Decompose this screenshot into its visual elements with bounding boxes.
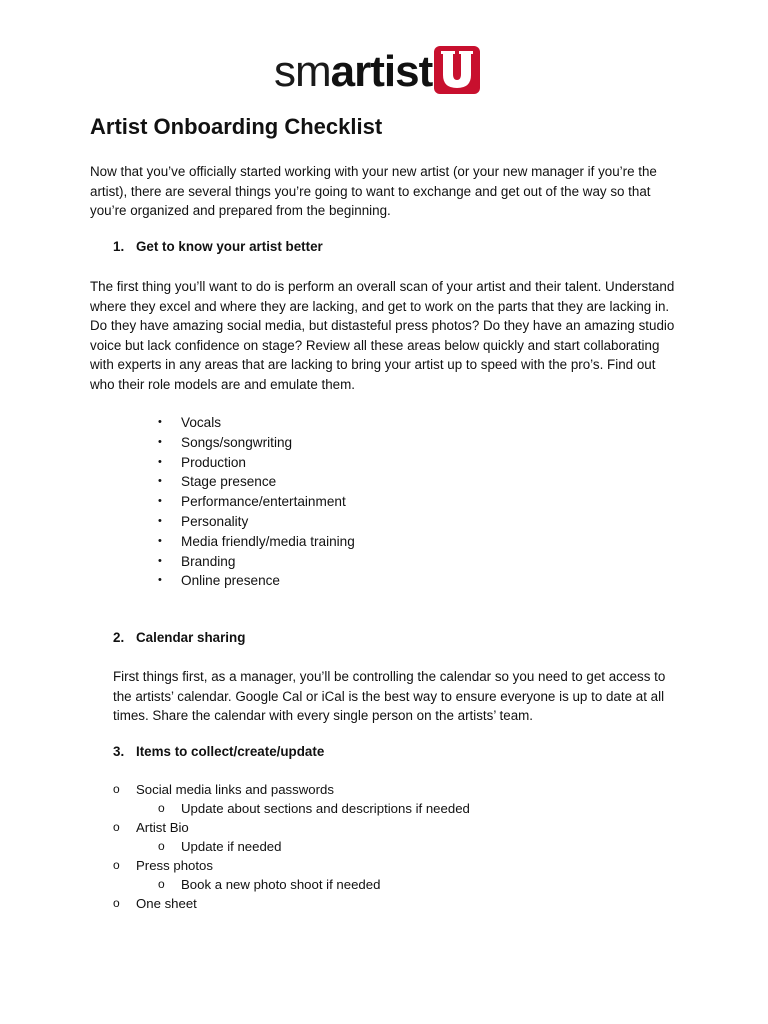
bullet-icon: • bbox=[158, 534, 162, 547]
circle-bullet-icon: o bbox=[113, 782, 120, 796]
section-3-heading bbox=[113, 742, 324, 761]
list-item: • Media friendly/media training bbox=[158, 532, 355, 552]
section-number: 2. bbox=[113, 630, 125, 645]
smartistu-logo bbox=[274, 44, 480, 94]
list-item: • Performance/entertainment bbox=[158, 492, 355, 512]
items-checklist bbox=[113, 780, 470, 913]
list-item: o Press photos bbox=[113, 858, 213, 873]
section-2-heading bbox=[113, 628, 245, 647]
section-1-heading bbox=[113, 237, 323, 256]
section-2-body: First things first, as a manager, you’ll be controlling the calendar so you need to get access to the artists’ calendar. Google Cal or iCal is the best way to ensure everyone is up to date at all times. Share the calendar with every single person on the artists’ team. bbox=[113, 669, 666, 723]
bullet-icon: • bbox=[158, 416, 162, 428]
section-title: Items to collect/create/update bbox=[136, 744, 325, 759]
bullet-icon: • bbox=[158, 554, 162, 567]
circle-bullet-icon: o bbox=[158, 877, 165, 891]
list-item: • Online presence bbox=[158, 571, 355, 591]
skills-bullet-list bbox=[158, 413, 355, 591]
section-title: Calendar sharing bbox=[136, 630, 246, 645]
bullet-icon: • bbox=[158, 475, 162, 488]
bullet-icon: • bbox=[158, 495, 162, 508]
section-number: 1. bbox=[113, 239, 125, 254]
section-1-body: The first thing you’ll want to do is perform an overall scan of your artist and their talent. Understand where they excel and where they are lacking, and get to work on the parts that they are lacking in. Do they have amazing social media, but distasteful press photos? Do they have an amazing studio voice but lack confidence on stage? Review all these areas below quickly and start collaborating with experts in any areas that are lacking to bring your artist up to speed with the pro’s. Find out who their role models are and emulate them. bbox=[90, 279, 675, 392]
bullet-icon: • bbox=[158, 574, 162, 587]
intro-paragraph: Now that you’ve officially started working with your new artist (or your new manager if you’re the artist), there are several things you’re going to want to exchange and get out of the way so that you’re organized and prepared from the beginning. bbox=[90, 164, 657, 218]
bullet-icon: • bbox=[158, 514, 162, 527]
sub-list-item: o Book a new photo shoot if needed bbox=[158, 877, 381, 892]
logo-text-bold: artist bbox=[330, 47, 433, 96]
logo-u-badge-icon bbox=[434, 46, 480, 94]
page-title: Artist Onboarding Checklist bbox=[90, 114, 383, 139]
section-title: Get to know your artist better bbox=[136, 239, 323, 254]
circle-bullet-icon: o bbox=[113, 896, 120, 910]
circle-bullet-icon: o bbox=[158, 801, 165, 815]
circle-bullet-icon: o bbox=[113, 858, 120, 872]
sub-list-item: o Update about sections and descriptions if needed bbox=[158, 801, 470, 816]
circle-bullet-icon: o bbox=[113, 820, 120, 834]
list-item: • Vocals bbox=[158, 413, 355, 433]
list-item: o Artist Bio bbox=[113, 820, 189, 835]
circle-bullet-icon: o bbox=[158, 839, 165, 853]
list-item: • Stage presence bbox=[158, 472, 355, 492]
logo-text-light: sm bbox=[274, 47, 331, 96]
list-item: • Branding bbox=[158, 552, 355, 572]
list-item: • Songs/songwriting bbox=[158, 433, 355, 453]
bullet-icon: • bbox=[158, 435, 162, 448]
list-item: o Social media links and passwords bbox=[113, 782, 334, 797]
bullet-icon: • bbox=[158, 455, 162, 468]
list-item: o One sheet bbox=[113, 896, 197, 911]
sub-list-item: o Update if needed bbox=[158, 839, 282, 854]
list-item: • Production bbox=[158, 453, 355, 473]
list-item: • Personality bbox=[158, 512, 355, 532]
section-number: 3. bbox=[113, 744, 125, 759]
